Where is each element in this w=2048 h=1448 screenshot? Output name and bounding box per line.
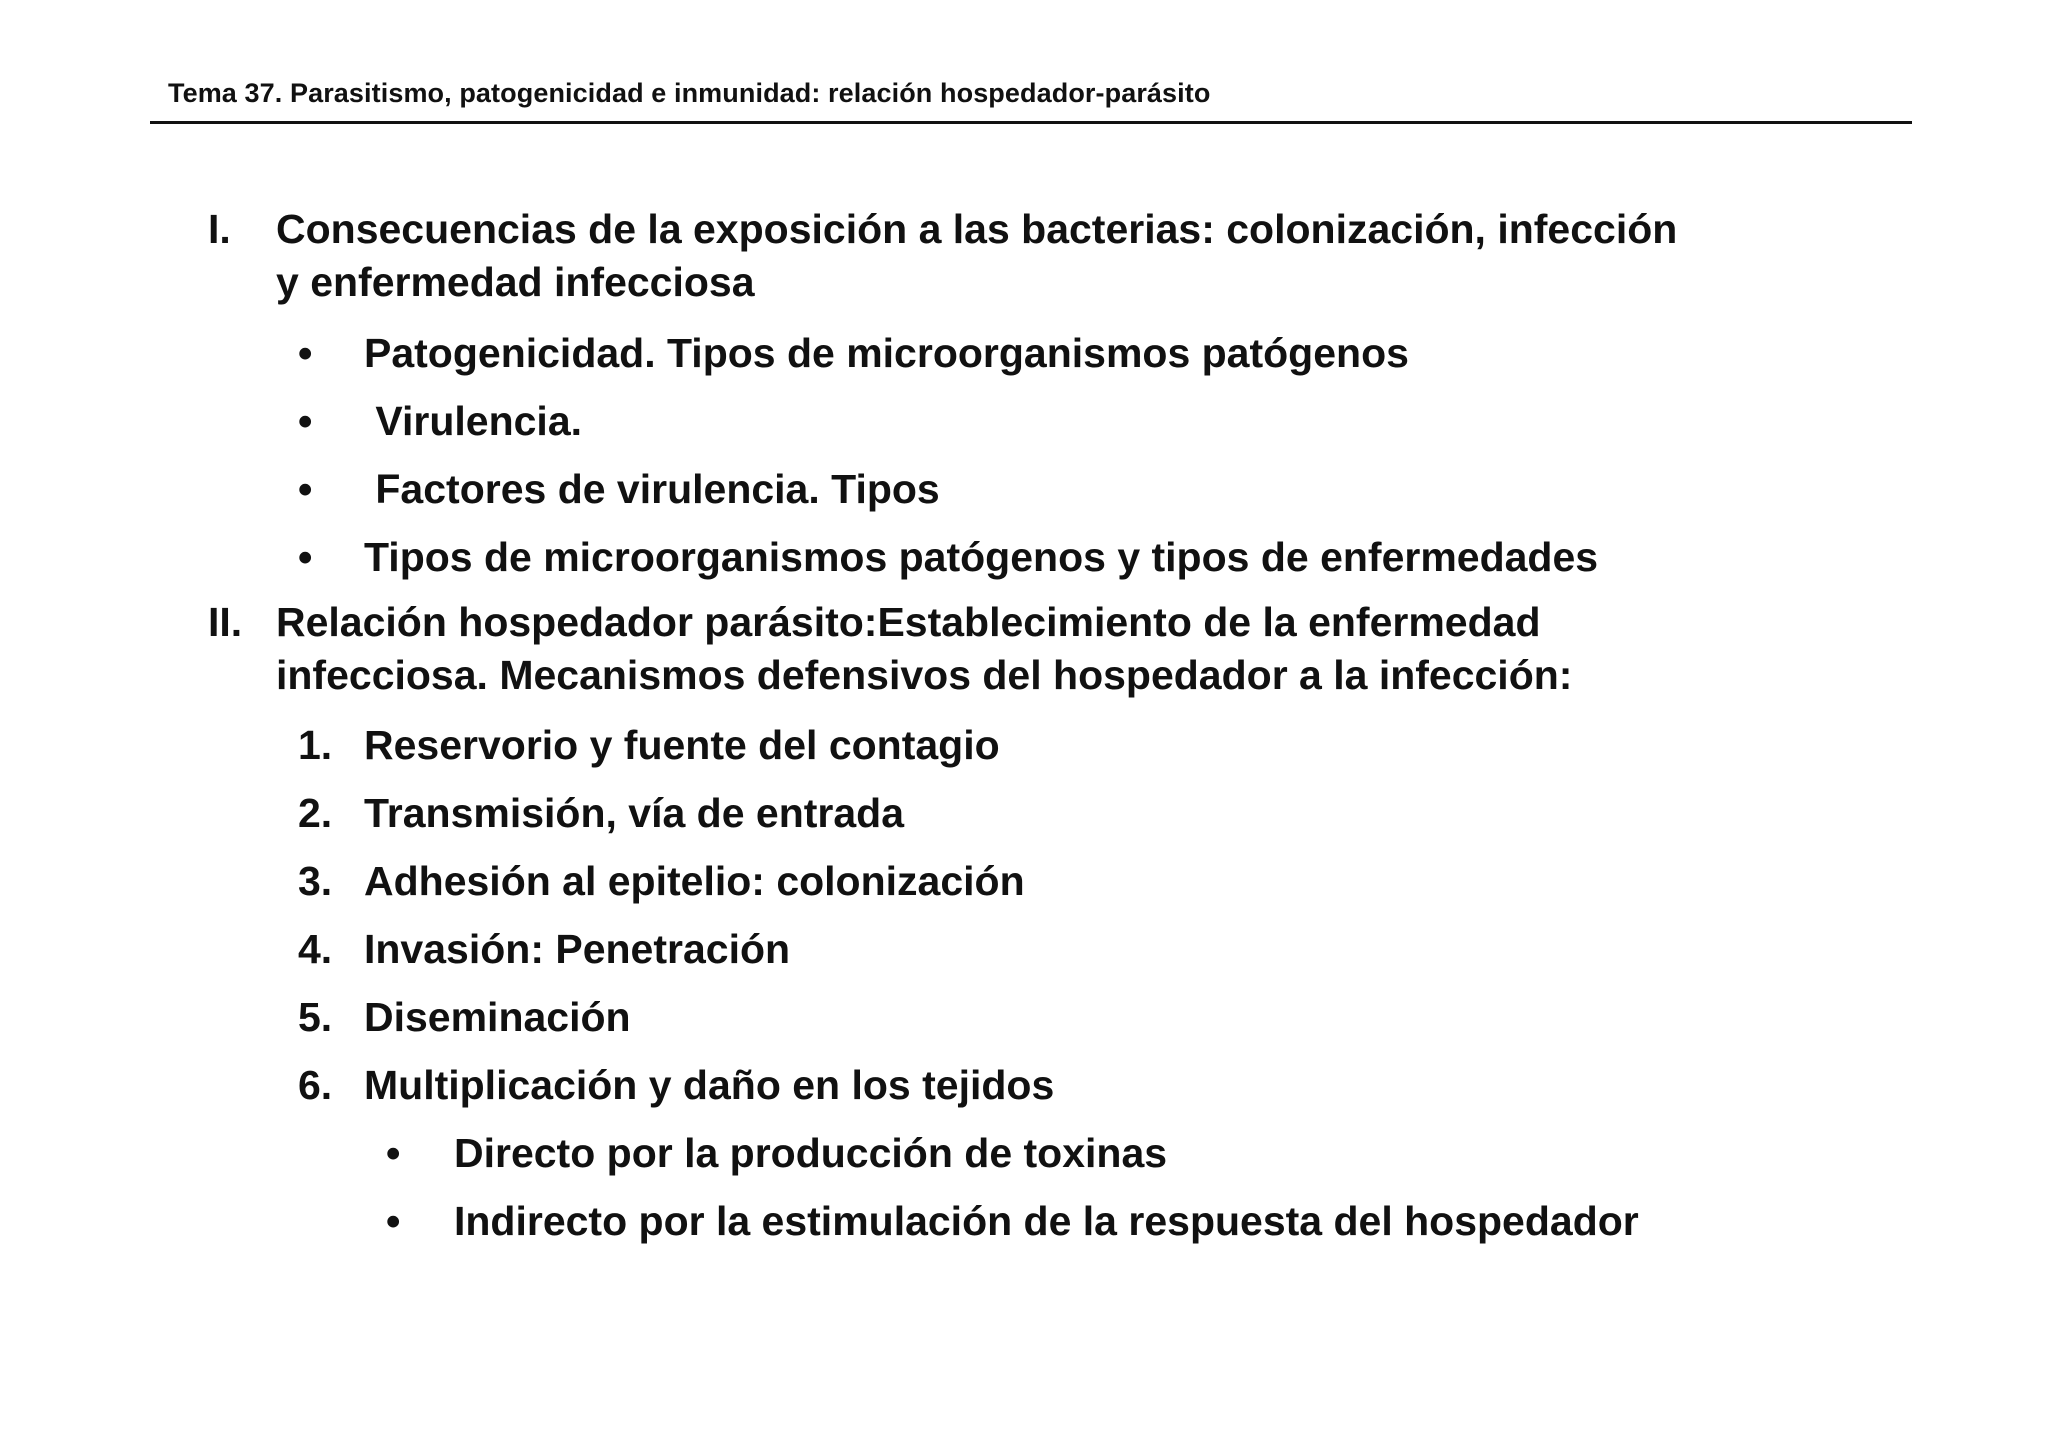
section-1-bullet-1: Patogenicidad. Tipos de microorganismos patógenos (364, 330, 1409, 376)
section-2-marker: II. (208, 599, 243, 645)
numbered-item-text: Adhesión al epitelio: colonización (364, 858, 1025, 904)
numbered-item-text: Multiplicación y daño en los tejidos (364, 1062, 1055, 1108)
section-2-heading-line-1: Relación hospedador parásito:Establecimiento de la enfermedad (276, 599, 1541, 645)
bullet-icon: • (298, 466, 313, 512)
numbered-item-text: Transmisión, vía de entrada (364, 790, 905, 836)
sub-bullet-2: Indirecto por la estimulación de la respuesta del hospedador (454, 1198, 1639, 1244)
section-1-heading-line-2: y enfermedad infecciosa (276, 259, 755, 305)
page-header-title: Tema 37. Parasitismo, patogenicidad e inmunidad: relación hospedador-parásito (168, 78, 1211, 108)
section-2-heading-line-2: infecciosa. Mecanismos defensivos del hospedador a la infección: (276, 652, 1573, 698)
numbered-item-number: 4. (298, 926, 333, 972)
numbered-item-number: 3. (298, 858, 333, 904)
bullet-icon: • (298, 398, 313, 444)
section-1-bullet-3: Factores de virulencia. Tipos (364, 466, 940, 512)
section-1-heading-line-1: Consecuencias de la exposición a las bacterias: colonización, infección (276, 206, 1678, 252)
numbered-item-text: Invasión: Penetración (364, 926, 791, 972)
section-1-marker: I. (208, 206, 231, 252)
section-1-bullet-2: Virulencia. (364, 398, 583, 444)
numbered-item-text: Reservorio y fuente del contagio (364, 722, 1000, 768)
header-divider (150, 121, 1912, 124)
bullet-icon: • (386, 1130, 401, 1176)
numbered-item-number: 1. (298, 722, 333, 768)
numbered-item-text: Diseminación (364, 994, 631, 1040)
bullet-icon: • (386, 1198, 401, 1244)
bullet-icon: • (298, 534, 313, 580)
bullet-icon: • (298, 330, 313, 376)
numbered-item-number: 6. (298, 1062, 333, 1108)
section-1-bullet-4: Tipos de microorganismos patógenos y tipos de enfermedades (364, 534, 1599, 580)
numbered-item-number: 5. (298, 994, 333, 1040)
numbered-item-number: 2. (298, 790, 333, 836)
sub-bullet-1: Directo por la producción de toxinas (454, 1130, 1168, 1176)
